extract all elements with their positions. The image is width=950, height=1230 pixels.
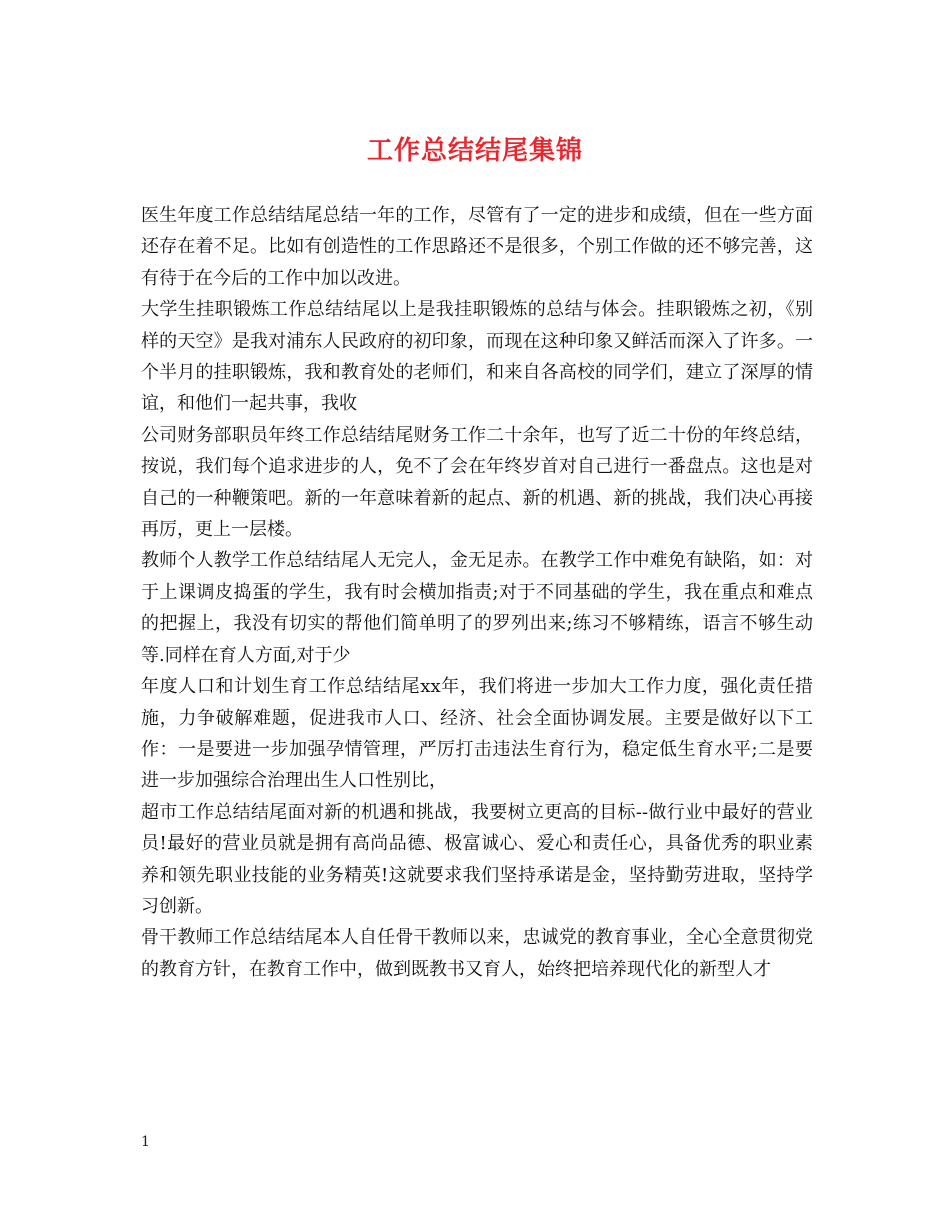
paragraph-supermarket: 超市工作总结结尾面对新的机遇和挑战，我要树立更高的目标--做行业中最好的营业员!最好的营业员就是拥有高尚品德、极富诚心、爱心和责任心，具备优秀的职业素养和领先职业技能的业务精英!这就要求我们坚持承诺是金，坚持勤劳进取，坚持学习创新。 <box>141 801 813 917</box>
page-number: 1 <box>141 1134 150 1150</box>
paragraph-student-internship: 大学生挂职锻炼工作总结结尾以上是我挂职锻炼的总结与体会。挂职锻炼之初，《别样的天空》是我对浦东人民政府的初印象，而现在这种印象又鲜活而深入了许多。一个半月的挂职锻炼，我和教育处的老师们，和来自各高校的同学们，建立了深厚的情谊，和他们一起共事，我收 <box>141 299 813 415</box>
document-title: 工作总结结尾集锦 <box>366 136 583 166</box>
paragraph-teacher-teaching: 教师个人教学工作总结结尾人无完人，金无足赤。在教学工作中难免有缺陷，如：对于上课调皮捣蛋的学生，我有时会横加指责;对于不同基础的学生，我在重点和难点的把握上，我没有切实的帮他们简单明了的罗列出来;练习不够精练，语言不够生动等.同样在育人方面,对于少 <box>141 550 813 666</box>
paragraph-finance-staff: 公司财务部职员年终工作总结结尾财务工作二十余年，也写了近二十份的年终总结，按说，我们每个追求进步的人，免不了会在年终岁首对自己进行一番盘点。这也是对自己的一种鞭策吧。新的一年意味着新的起点、新的机遇、新的挑战，我们决心再接再厉，更上一层楼。 <box>141 424 813 541</box>
document-body <box>141 200 813 985</box>
paragraph-family-planning: 年度人口和计划生育工作总结结尾xx年，我们将进一步加大工作力度，强化责任措施，力争破解难题，促进我市人口、经济、社会全面协调发展。主要是做好以下工作：一是要进一步加强孕情管理，严厉打击违法生育行为，稳定低生育水平;二是要进一步加强综合治理出生人口性别比， <box>141 676 813 792</box>
paragraph-doctor-summary: 医生年度工作总结结尾总结一年的工作，尽管有了一定的进步和成绩，但在一些方面还存在着不足。比如有创造性的工作思路还不是很多，个别工作做的还不够完善，这有待于在今后的工作中加以改进。 <box>141 205 813 289</box>
paragraph-key-teacher: 骨干教师工作总结结尾本人自任骨干教师以来，忠诚党的教育事业，全心全意贯彻党的教育方针，在教育工作中，做到既教书又育人，始终把培养现代化的新型人才 <box>141 927 813 980</box>
